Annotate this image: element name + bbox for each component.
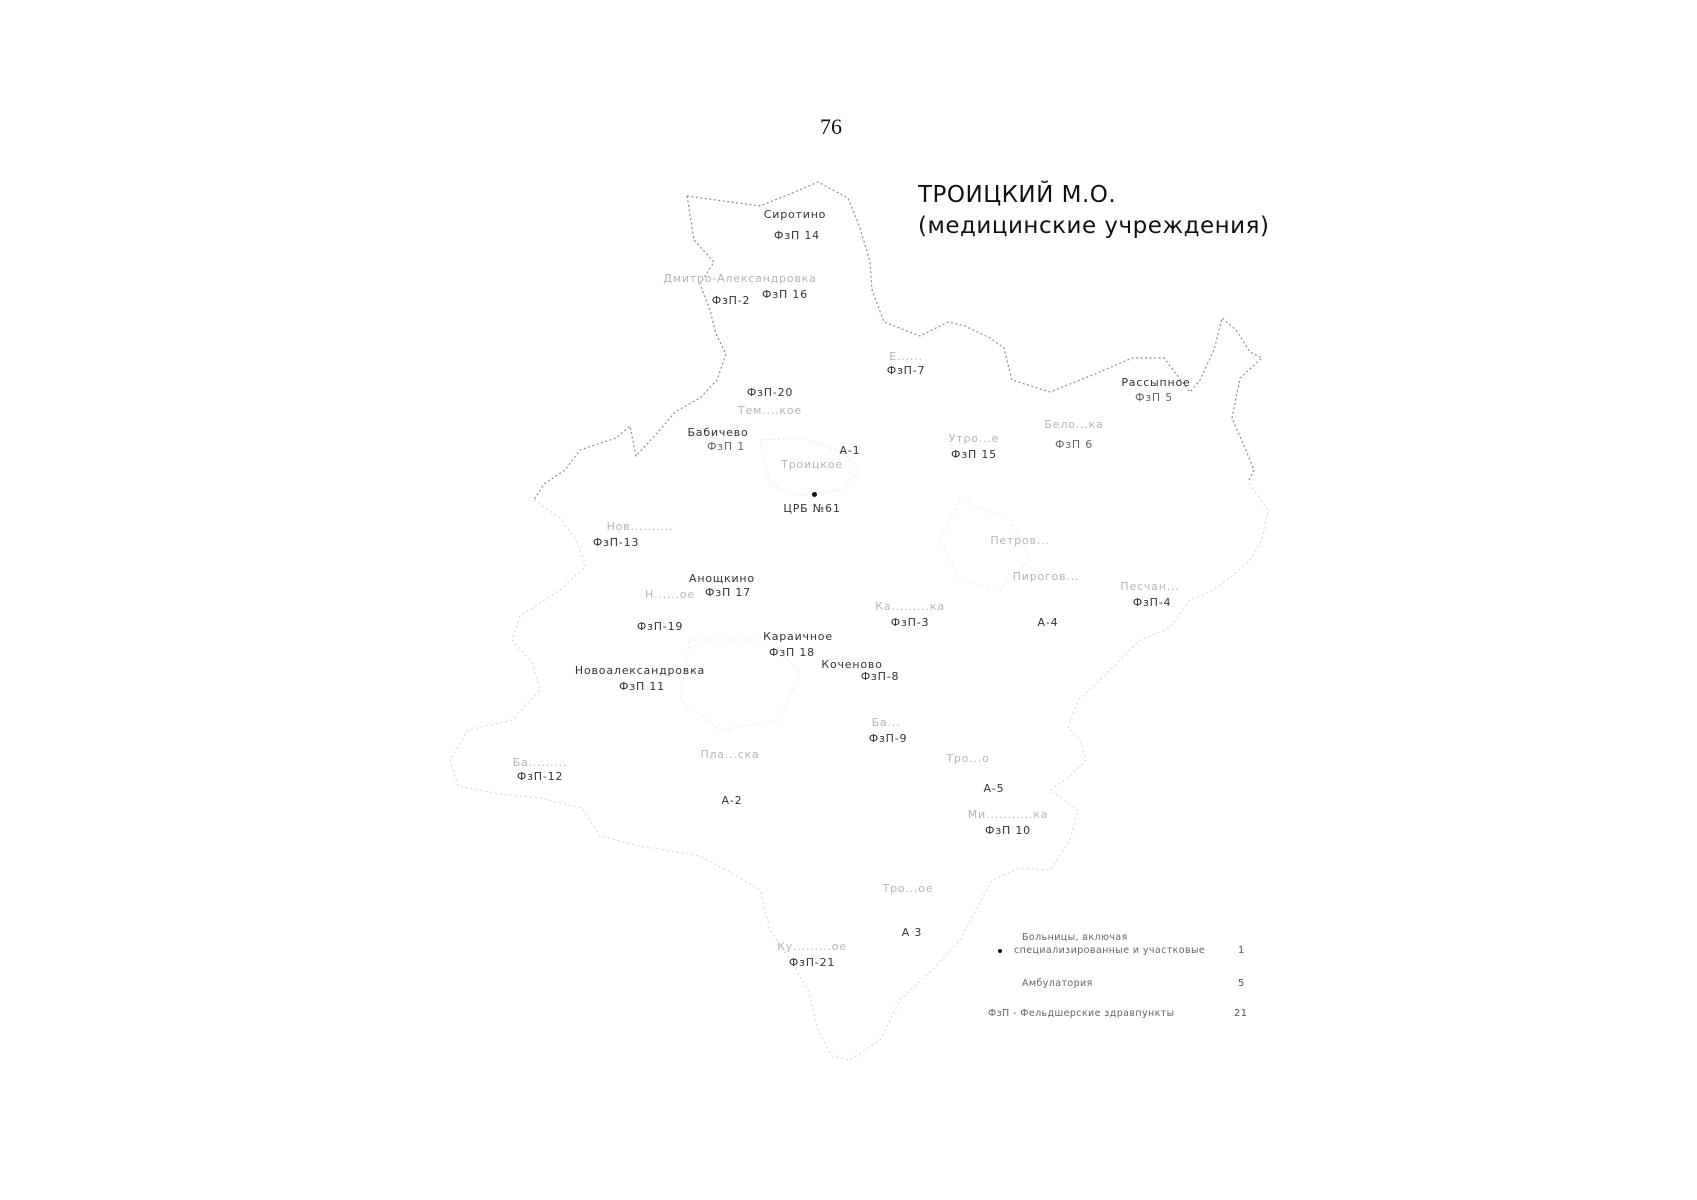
village-label: Утро...е bbox=[948, 432, 1000, 445]
village-label: Тем....кое bbox=[738, 404, 802, 417]
legend-fap-count: 21 bbox=[1234, 1008, 1248, 1019]
fap-label: ФзП 18 bbox=[769, 646, 815, 659]
ambulatory-label: А 3 bbox=[901, 926, 923, 939]
legend-hospital-count: 1 bbox=[1238, 945, 1245, 956]
village-label: Рассыпное bbox=[1121, 376, 1191, 389]
village-label: Е...... bbox=[889, 350, 923, 363]
village-label: Петров... bbox=[990, 534, 1050, 547]
map-title-line-1: ТРОИЦКИЙ М.О. bbox=[918, 182, 1117, 208]
hospital-label: ЦРБ №61 bbox=[783, 502, 841, 515]
ambulatory-label: А-5 bbox=[983, 782, 1005, 795]
fap-label: ФзП-21 bbox=[788, 956, 836, 969]
ambulatory-label: А-2 bbox=[721, 794, 743, 807]
fap-label: ФзП 5 bbox=[1134, 391, 1174, 404]
fap-label: ФзП 15 bbox=[951, 448, 997, 461]
fap-label: ФзП-19 bbox=[636, 620, 684, 633]
village-label: Ку.........ое bbox=[777, 940, 847, 953]
fap-label: ФзП-2 bbox=[711, 294, 751, 307]
village-label: Новоалександровка bbox=[574, 664, 706, 677]
legend-ambulatory: Амбулатория bbox=[1022, 978, 1093, 989]
fap-label: ФзП-13 bbox=[592, 536, 640, 549]
fap-label: ФзП 10 bbox=[985, 824, 1031, 837]
legend-hospital-icon bbox=[998, 949, 1002, 953]
map-title-line-2: (медицинские учреждения) bbox=[918, 213, 1270, 239]
fap-label: ФзП 1 bbox=[706, 440, 746, 453]
fap-label: ФзП-4 bbox=[1132, 596, 1172, 609]
fap-label: ФзП-7 bbox=[886, 364, 926, 377]
village-label: Сиротино bbox=[763, 208, 827, 221]
fap-label: ФзП 14 bbox=[774, 229, 820, 242]
fap-label: ФзП 16 bbox=[762, 288, 808, 301]
district-boundary-west bbox=[534, 196, 726, 500]
ambulatory-label: А-1 bbox=[839, 444, 861, 457]
fap-label: ФзП 6 bbox=[1054, 438, 1094, 451]
village-label: Ми...........ка bbox=[967, 808, 1049, 821]
fap-label: ФзП 17 bbox=[705, 586, 751, 599]
village-label: Ба......... bbox=[512, 756, 568, 769]
fap-label: ФзП-20 bbox=[746, 386, 794, 399]
fap-label: ФзП-12 bbox=[516, 770, 564, 783]
village-label: Нов.......... bbox=[606, 520, 674, 533]
village-label: Караичное bbox=[763, 630, 833, 643]
village-label: Ба... bbox=[871, 716, 901, 729]
legend-fap: ФзП - Фельдшерские здравпункты bbox=[988, 1008, 1175, 1019]
legend-hospital-line-2: специализированные и участковые bbox=[1014, 945, 1206, 956]
village-label: Ка.........ка bbox=[875, 600, 945, 613]
village-label: Песчан... bbox=[1120, 580, 1180, 593]
hospital-marker-icon bbox=[812, 492, 817, 497]
village-label: Пла...ска bbox=[700, 748, 760, 761]
fap-label: ФзП-3 bbox=[890, 616, 930, 629]
fap-label: ФзП-8 bbox=[860, 670, 900, 683]
page-number: 76 bbox=[820, 114, 842, 139]
village-label: Бело...ка bbox=[1044, 418, 1104, 431]
village-label: Н......ое bbox=[645, 588, 695, 601]
village-label: Анощкино bbox=[689, 572, 755, 585]
village-label: Пирогов... bbox=[1012, 570, 1080, 583]
fap-label: ФзП-9 bbox=[868, 732, 908, 745]
village-label: Тро...о bbox=[946, 752, 990, 765]
legend-hospital-line-1: Больницы, включая bbox=[1022, 932, 1128, 943]
fap-label: ФзП 11 bbox=[619, 680, 665, 693]
village-label: Коченово bbox=[821, 658, 883, 671]
ambulatory-label: А-4 bbox=[1037, 616, 1059, 629]
village-label: Бабичево bbox=[687, 426, 749, 439]
legend-ambulatory-count: 5 bbox=[1238, 978, 1245, 989]
village-label: Троицкое bbox=[781, 458, 843, 471]
village-label: Тро...ое bbox=[882, 882, 934, 895]
village-label: Дмитро-Александровка bbox=[663, 272, 817, 285]
district-boundary-south bbox=[450, 482, 1268, 1060]
